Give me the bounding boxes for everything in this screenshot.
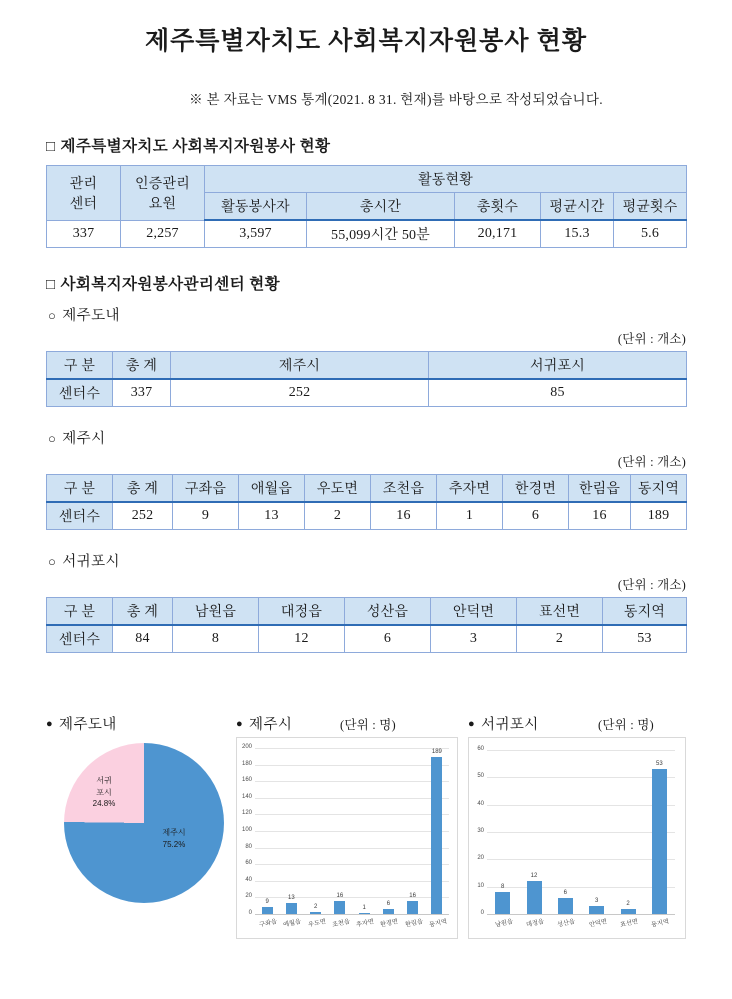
th-row-label: 센터수	[47, 379, 113, 407]
td-total: 337	[113, 379, 171, 407]
y-axis-tick-label: 30	[477, 828, 484, 834]
unit-label-jejudo: (단위 : 개소)	[617, 332, 686, 346]
y-axis-tick-label: 20	[477, 855, 484, 862]
y-axis-tick-label: 120	[241, 810, 252, 817]
td-andeok: 3	[431, 625, 517, 653]
x-axis-tick-label: 남원읍	[494, 918, 514, 929]
td-dong: 53	[603, 625, 687, 653]
th-dong: 동지역	[631, 475, 687, 503]
y-axis-tick-label: 40	[477, 800, 484, 807]
jejusi-chart-title-label: 제주시	[249, 717, 293, 733]
th-hallim: 한림읍	[569, 475, 631, 503]
y-axis-tick-label: 60	[477, 746, 484, 752]
section-heading-centers-label: 사회복지자원봉사관리센터 현황	[60, 276, 280, 293]
th-namwon: 남원읍	[173, 598, 259, 626]
subheading-seogwipo-label: 서귀포시	[62, 554, 120, 570]
source-note: ※ 본 자료는 VMS 통계(2021. 8 31. 현재)를 바탕으로 작성되었습니다.	[189, 92, 603, 107]
seogwipo-chart-frame	[468, 737, 686, 939]
th-center	[47, 166, 121, 221]
bar-value-label: 53	[655, 761, 663, 768]
box-bullet-icon: □	[46, 139, 56, 155]
td-namwon: 8	[173, 625, 259, 653]
td-avg-hours: 15.3	[541, 220, 614, 248]
page-title: 제주특별자치도 사회복지자원봉사 현황	[144, 28, 588, 55]
bar	[621, 909, 636, 914]
th-division: 구 분	[47, 475, 113, 503]
table-row-header	[47, 475, 687, 503]
table-row-header	[47, 598, 687, 626]
dot-bullet-icon-2: ●	[236, 718, 244, 730]
gridline	[255, 881, 449, 882]
x-axis-tick-label: 동지역	[428, 918, 448, 929]
th-jocheon: 조천읍	[371, 475, 437, 503]
th-row-label: 센터수	[47, 625, 113, 653]
td-jejusi: 252	[171, 379, 429, 407]
overview-table	[46, 165, 687, 248]
gridline	[487, 750, 675, 751]
bar-value-label: 13	[288, 895, 295, 902]
bar-value-label: 2	[626, 900, 630, 907]
subheading-jejusi	[48, 427, 732, 448]
y-axis-tick-label: 60	[245, 860, 252, 867]
y-axis-tick-label: 200	[241, 744, 252, 750]
th-total-hours: 총시간	[307, 193, 455, 221]
x-axis-tick-label: 우도면	[307, 918, 327, 929]
y-axis-tick-label: 20	[245, 893, 252, 900]
bar	[310, 912, 321, 914]
bar-value-label: 1	[362, 905, 366, 911]
x-axis-tick-label: 대정읍	[525, 918, 545, 929]
y-axis-tick-label: 160	[241, 777, 252, 784]
jejusi-chart-unit: (단위 : 명)	[340, 718, 396, 732]
td-pyoseon: 2	[517, 625, 603, 653]
bar-value-label: 16	[336, 892, 344, 899]
bar-value-label: 2	[313, 904, 318, 911]
seogwipo-table	[46, 597, 687, 653]
th-avg-hours: 평균시간	[541, 193, 614, 221]
bar	[334, 901, 345, 914]
td-seongsan: 6	[345, 625, 431, 653]
th-udo: 우도면	[305, 475, 371, 503]
pie-chart-title	[46, 713, 226, 734]
th-volunteers: 활동봉사자	[205, 193, 307, 221]
section-heading-centers	[46, 272, 732, 294]
td-jocheon: 16	[371, 502, 437, 530]
th-hangyeong: 한경면	[503, 475, 569, 503]
box-bullet-icon-2: □	[46, 277, 56, 293]
y-axis-tick-label: 50	[477, 773, 484, 780]
td-avg-count: 5.6	[614, 220, 687, 248]
jejusi-chart-block	[236, 713, 458, 929]
th-row-label: 센터수	[47, 502, 113, 530]
th-daejeong: 대정읍	[259, 598, 345, 626]
bar-value-label: 3	[594, 897, 599, 904]
th-gujwa: 구좌읍	[173, 475, 239, 503]
td-volunteers: 3,597	[205, 220, 307, 248]
table-row	[47, 379, 687, 407]
dot-bullet-icon-1: ●	[46, 718, 54, 730]
td-dong: 189	[631, 502, 687, 530]
y-axis-tick-label: 100	[241, 827, 252, 833]
y-axis-tick-label: 80	[245, 843, 252, 850]
td-staff: 2,257	[121, 220, 205, 248]
bar-value-label: 12	[530, 873, 538, 880]
th-andeok: 안덕면	[431, 598, 517, 626]
circle-bullet-icon-1: ○	[48, 308, 57, 323]
jejusi-chart-frame	[236, 737, 458, 939]
td-total: 84	[113, 625, 173, 653]
th-avg-count: 평균횟수	[614, 193, 687, 221]
th-dong: 동지역	[603, 598, 687, 626]
unit-label-jejusi: (단위 : 개소)	[617, 455, 686, 469]
bar-value-label: 6	[563, 889, 567, 896]
y-axis-tick-label: 180	[241, 760, 252, 767]
x-axis-tick-label: 한림읍	[404, 918, 424, 929]
td-total-count: 20,171	[455, 220, 541, 248]
td-daejeong: 12	[259, 625, 345, 653]
section-heading-overview-label: 제주특별자치도 사회복지자원봉사 현황	[60, 138, 331, 155]
pie-chart-block	[46, 713, 226, 849]
th-total-count: 총횟수	[455, 193, 541, 221]
td-seogwipo: 85	[429, 379, 687, 407]
gridline	[487, 777, 675, 778]
td-hangyeong: 6	[503, 502, 569, 530]
bar	[431, 757, 442, 914]
bar-value-label: 6	[386, 901, 391, 908]
bar	[558, 898, 573, 914]
seogwipo-chart-title	[468, 713, 690, 734]
circle-bullet-icon-3: ○	[48, 554, 57, 569]
gridline	[255, 798, 449, 799]
bar	[407, 901, 418, 914]
y-axis-tick-label: 0	[480, 910, 484, 916]
unit-label-seogwipo: (단위 : 개소)	[617, 578, 686, 592]
th-jejusi: 제주시	[171, 352, 429, 380]
gridline	[255, 765, 449, 766]
subheading-jejudo-label: 제주도내	[62, 308, 120, 324]
gridline	[255, 848, 449, 849]
th-total: 총 계	[113, 352, 171, 380]
x-axis-tick-label: 성산읍	[556, 918, 576, 929]
gridline	[255, 814, 449, 815]
x-axis-tick-label: 한경면	[380, 918, 400, 929]
seogwipo-chart-unit: (단위 : 명)	[598, 718, 654, 732]
x-axis-tick-label: 표선면	[619, 918, 639, 929]
jejudo-table	[46, 351, 687, 407]
y-axis-tick-label: 40	[245, 876, 252, 883]
td-center: 337	[47, 220, 121, 248]
seogwipo-chart-title-label: 서귀포시	[481, 717, 539, 733]
x-axis-tick-label: 추자면	[355, 918, 375, 929]
charts-row	[0, 713, 732, 963]
table-row	[47, 220, 687, 248]
bar	[383, 909, 394, 914]
td-gujwa: 9	[173, 502, 239, 530]
th-division: 구 분	[47, 352, 113, 380]
x-axis-tick-label: 조천읍	[331, 918, 351, 929]
th-staff-line2: 요원	[148, 196, 177, 212]
th-seogwipo: 서귀포시	[429, 352, 687, 380]
td-hallim: 16	[569, 502, 631, 530]
th-total: 총 계	[113, 598, 173, 626]
x-axis-tick-label: 동지역	[650, 918, 670, 929]
gridline	[487, 859, 675, 860]
table-row-header	[47, 352, 687, 380]
th-center-line2: 센터	[69, 196, 98, 212]
table-row-header-1	[47, 166, 687, 193]
bar	[262, 907, 273, 914]
gridline	[255, 781, 449, 782]
gridline	[487, 805, 675, 806]
bar	[589, 906, 604, 914]
pie-label-jejusi: 제주시 75.2%	[162, 828, 186, 849]
bar-value-label: 9	[265, 898, 269, 905]
th-chuja: 추자면	[437, 475, 503, 503]
y-axis-tick-label: 0	[248, 910, 252, 916]
pie-slices	[64, 743, 224, 903]
table-row	[47, 502, 687, 530]
pie-chart	[64, 743, 224, 903]
th-staff-line1: 인증관리	[135, 176, 190, 192]
th-staff	[121, 166, 205, 221]
bar-value-label: 16	[409, 892, 416, 899]
x-axis-tick-label: 구좌읍	[258, 918, 278, 929]
bar	[652, 769, 667, 914]
x-axis-tick-label: 안덕면	[588, 918, 608, 929]
subheading-jejusi-label: 제주시	[62, 431, 106, 447]
th-aewol: 애월읍	[239, 475, 305, 503]
seogwipo-chart-block	[468, 713, 690, 929]
section-heading-overview	[46, 134, 732, 156]
pie-label-seogwipo: 서귀 포시 24.8%	[92, 776, 116, 809]
td-chuja: 1	[437, 502, 503, 530]
circle-bullet-icon-2: ○	[48, 431, 57, 446]
td-total-hours: 55,099시간 50분	[307, 220, 455, 248]
th-seongsan: 성산읍	[345, 598, 431, 626]
bar-value-label: 8	[500, 884, 505, 891]
td-total: 252	[113, 502, 173, 530]
bar-value-label: 189	[431, 749, 442, 756]
th-division: 구 분	[47, 598, 113, 626]
gridline	[487, 832, 675, 833]
subheading-jejudo	[48, 304, 732, 325]
table-row	[47, 625, 687, 653]
bar	[359, 913, 370, 914]
pie-chart-title-label: 제주도내	[59, 717, 117, 733]
th-center-line1: 관리	[69, 176, 98, 192]
gridline	[255, 831, 449, 832]
gridline	[255, 748, 449, 749]
td-aewol: 13	[239, 502, 305, 530]
gridline	[255, 864, 449, 865]
th-activity-group: 활동현황	[205, 166, 687, 193]
x-axis-tick-label: 애월읍	[283, 918, 303, 929]
th-pyoseon: 표선면	[517, 598, 603, 626]
th-total: 총 계	[113, 475, 173, 503]
jejusi-table	[46, 474, 687, 530]
bar	[495, 892, 510, 914]
dot-bullet-icon-3: ●	[468, 718, 476, 730]
subheading-seogwipo	[48, 550, 732, 571]
y-axis-tick-label: 140	[241, 793, 252, 800]
bar	[527, 881, 542, 914]
y-axis-tick-label: 10	[477, 882, 484, 889]
bar	[286, 903, 297, 914]
td-udo: 2	[305, 502, 371, 530]
